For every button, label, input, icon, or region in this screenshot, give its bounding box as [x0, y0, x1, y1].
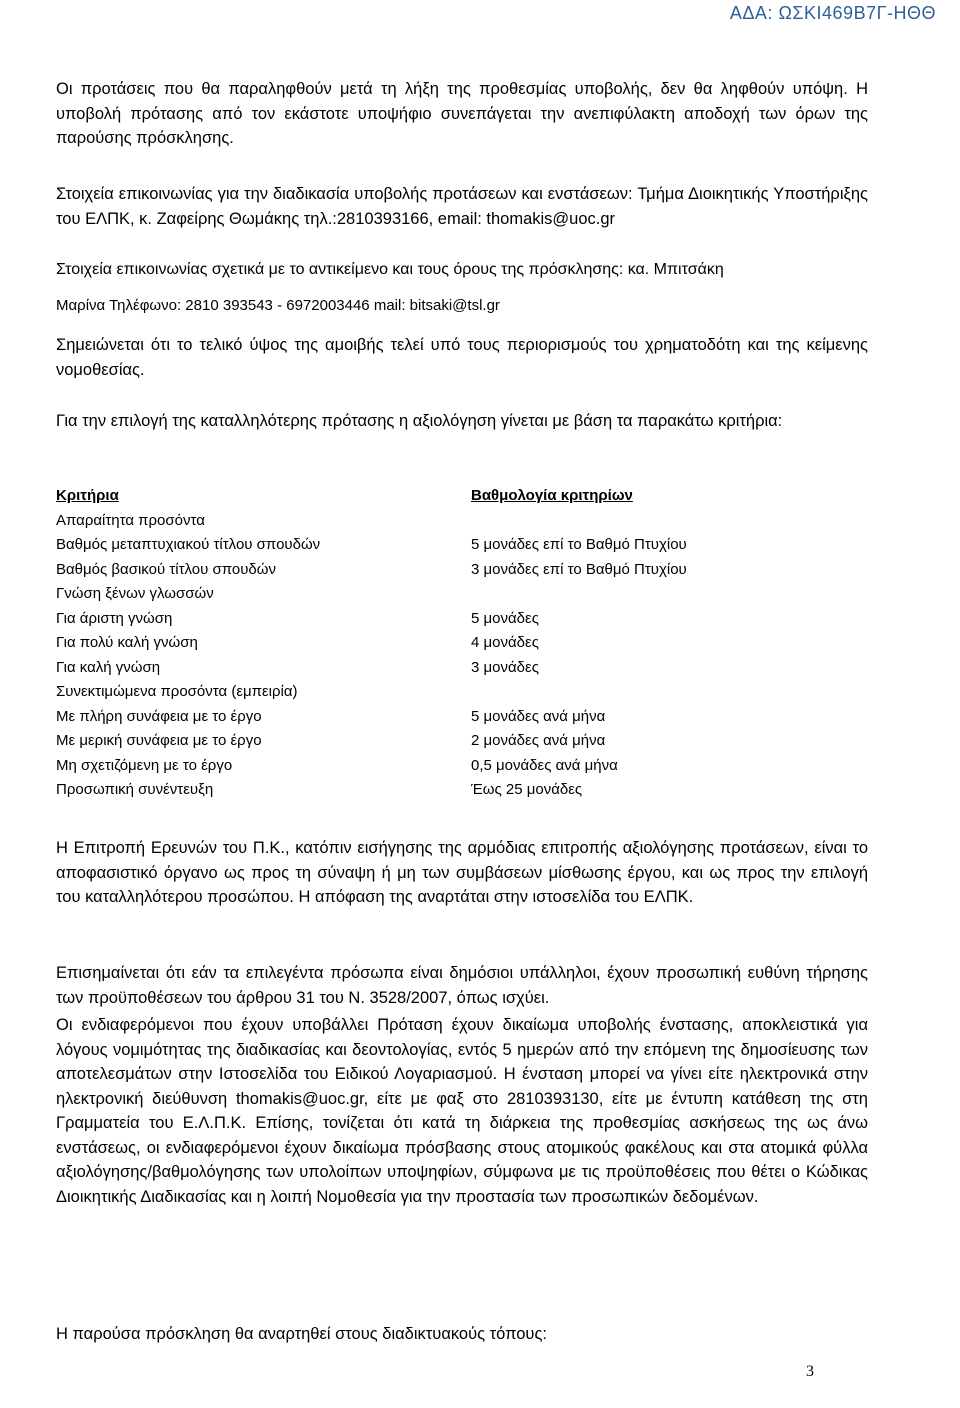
- score-cell: [459, 509, 868, 534]
- criterion-cell: Προσωπική συνέντευξη: [56, 781, 214, 798]
- table-row: [56, 558, 868, 583]
- paragraph-contact-submission: Στοιχεία επικοινωνίας για την διαδικασία υποβολής προτάσεων και ενστάσεων: Τμήμα Διοικητικής Υποστήριξης του ΕΛΠΚ, κ. Ζαφείρης Θωμάκης τηλ.:2810393166, email: thomakis@uoc.gr: [56, 185, 868, 228]
- table-row: [56, 509, 868, 534]
- score-cell: [459, 582, 868, 607]
- table-row: [56, 705, 868, 730]
- paragraph-committee: Η Επιτροπή Ερευνών του Π.Κ., κατόπιν εισήγησης της αρμόδιας επιτροπής αξιολόγησης προτάσεων, είναι το αποφασιστικό όργανο ως προς τη σύναψη ή μη των συμβάσεων μίσθωσης έργου, και ως προς την επιλογή του καταλληλότερου προσώπου. Η απόφαση της αναρτάται στην ιστοσελίδα του ΕΛΠΚ.: [56, 839, 868, 906]
- paragraph-publication: Η παρούσα πρόσκληση θα αναρτηθεί στους διαδικτυακούς τόπους:: [56, 1325, 547, 1343]
- criterion-cell: Συνεκτιμώμενα προσόντα (εμπειρία): [56, 683, 298, 700]
- criterion-cell: Με μερική συνάφεια με το έργο: [56, 732, 262, 749]
- criterion-cell: Απαραίτητα προσόντα: [56, 511, 205, 529]
- score-cell: 5 μονάδες ανά μήνα: [471, 707, 606, 725]
- criterion-cell: Βαθμός μεταπτυχιακού τίτλου σπουδών: [56, 536, 321, 553]
- score-cell: 3 μονάδες: [471, 658, 539, 676]
- table-row: [56, 729, 868, 754]
- table-row: [56, 533, 868, 558]
- criteria-table-header: [56, 484, 868, 509]
- criterion-cell: Βαθμός βασικού τίτλου σπουδών: [56, 560, 276, 578]
- score-cell: Έως 25 μονάδες: [471, 781, 583, 798]
- paragraph-deadline: Οι προτάσεις που θα παραληφθούν μετά τη λήξη της προθεσμίας υποβολής, δεν θα ληφθούν υπόψη. Η υποβολή πρότασης από τον εκάστοτε υποψήφιο συνεπάγεται την ανεπιφύλακτη αποδοχή των όρων της παρούσης πρόσκλησης.: [56, 80, 868, 147]
- score-cell: 4 μονάδες: [471, 634, 539, 651]
- score-cell: 5 μονάδες: [471, 609, 539, 627]
- paragraph-objections: Οι ενδιαφερόμενοι που έχουν υποβάλλει Πρόταση έχουν δικαίωμα υποβολής ένστασης, αποκλειστικά για λόγους νομιμότητας της διαδικασίας και δεοντολογίας, εντός 5 ημερών από την επόμενη της δημοσίευσης των αποτελεσμάτων στην Ιστοσελίδα του Ειδικού Λογαριασμού. Η ένσταση μπορεί να γίνει είτε ηλεκτρονικά στην ηλεκτρονική διεύθυνση thomakis@uoc.gr, είτε με φαξ στο 2810393130, είτε με έντυπη κατάθεση της στη Γραμματεία του Ε.Λ.Π.Κ. Επίσης, τονίζεται ότι κατά τη διάρκεια της προθεσμίας ασκήσεως της ως άνω ενστάσεως, οι ενδιαφερόμενοι έχουν δικαίωμα πρόσβασης στους ατομικούς φακέλους και στα ατομικά φύλλα αξιολόγησης/βαθμολόγησης των υπολοίπων υποψηφίων, σύμφωνα με τις προϋποθέσεις που θέτει ο Κώδικας Διοικητικής Διαδικασίας και η λοιπή Νομοθεσία για την προστασία των προσωπικών δεδομένων.: [56, 1016, 868, 1206]
- paragraph-civil-servants: Επισημαίνεται ότι εάν τα επιλεγέντα πρόσωπα είναι δημόσιοι υπάλληλοι, έχουν προσωπική ευθύνη τήρησης των προϋποθέσεων του άρθρου 31 του Ν. 3528/2007, όπως ισχύει.: [56, 964, 868, 1007]
- score-cell: [459, 680, 868, 705]
- score-cell: 5 μονάδες επί το Βαθμό Πτυχίου: [471, 536, 687, 553]
- criterion-cell: Για άριστη γνώση: [56, 609, 173, 627]
- criteria-table: [56, 484, 868, 803]
- criterion-cell: Για καλή γνώση: [56, 658, 161, 676]
- table-row: [56, 778, 868, 803]
- table-row: [56, 754, 868, 779]
- criterion-cell: Μη σχετιζόμενη με το έργο: [56, 756, 233, 774]
- score-cell: 2 μονάδες ανά μήνα: [471, 732, 606, 749]
- page-number: 3: [806, 1363, 814, 1380]
- paragraph-fee-note: Σημειώνεται ότι το τελικό ύψος της αμοιβής τελεί υπό τους περιορισμούς του χρηματοδότη και της κείμενης νομοθεσίας.: [56, 336, 868, 379]
- score-cell: 0,5 μονάδες ανά μήνα: [471, 756, 618, 774]
- table-row: [56, 656, 868, 681]
- table-row: [56, 607, 868, 632]
- table-row: [56, 631, 868, 656]
- score-cell: 3 μονάδες επί το Βαθμό Πτυχίου: [471, 560, 687, 578]
- score-header: Βαθμολογία κριτηρίων: [471, 487, 633, 504]
- ada-code: ΑΔΑ: ΩΣΚΙ469Β7Γ-ΗΘΘ: [729, 3, 936, 23]
- table-row: [56, 680, 868, 705]
- criterion-cell: Με πλήρη συνάφεια με το έργο: [56, 707, 262, 725]
- paragraph-criteria-intro: Για την επιλογή της καταλληλότερης πρότασης η αξιολόγηση γίνεται με βάση τα παρακάτω κριτήρια:: [56, 412, 783, 430]
- criterion-cell: Γνώση ξένων γλωσσών: [56, 585, 214, 602]
- contact-subject-line2: Μαρίνα Τηλέφωνο: 2810 393543 - 6972003446 mail: bitsaki@tsl.gr: [56, 297, 500, 314]
- criteria-header: Κριτήρια: [56, 487, 119, 504]
- table-row: [56, 582, 868, 607]
- criterion-cell: Για πολύ καλή γνώση: [56, 634, 198, 651]
- contact-subject-line1: Στοιχεία επικοινωνίας σχετικά με το αντικείμενο και τους όρους της πρόσκλησης: κα. Μπιτσάκη: [56, 261, 724, 278]
